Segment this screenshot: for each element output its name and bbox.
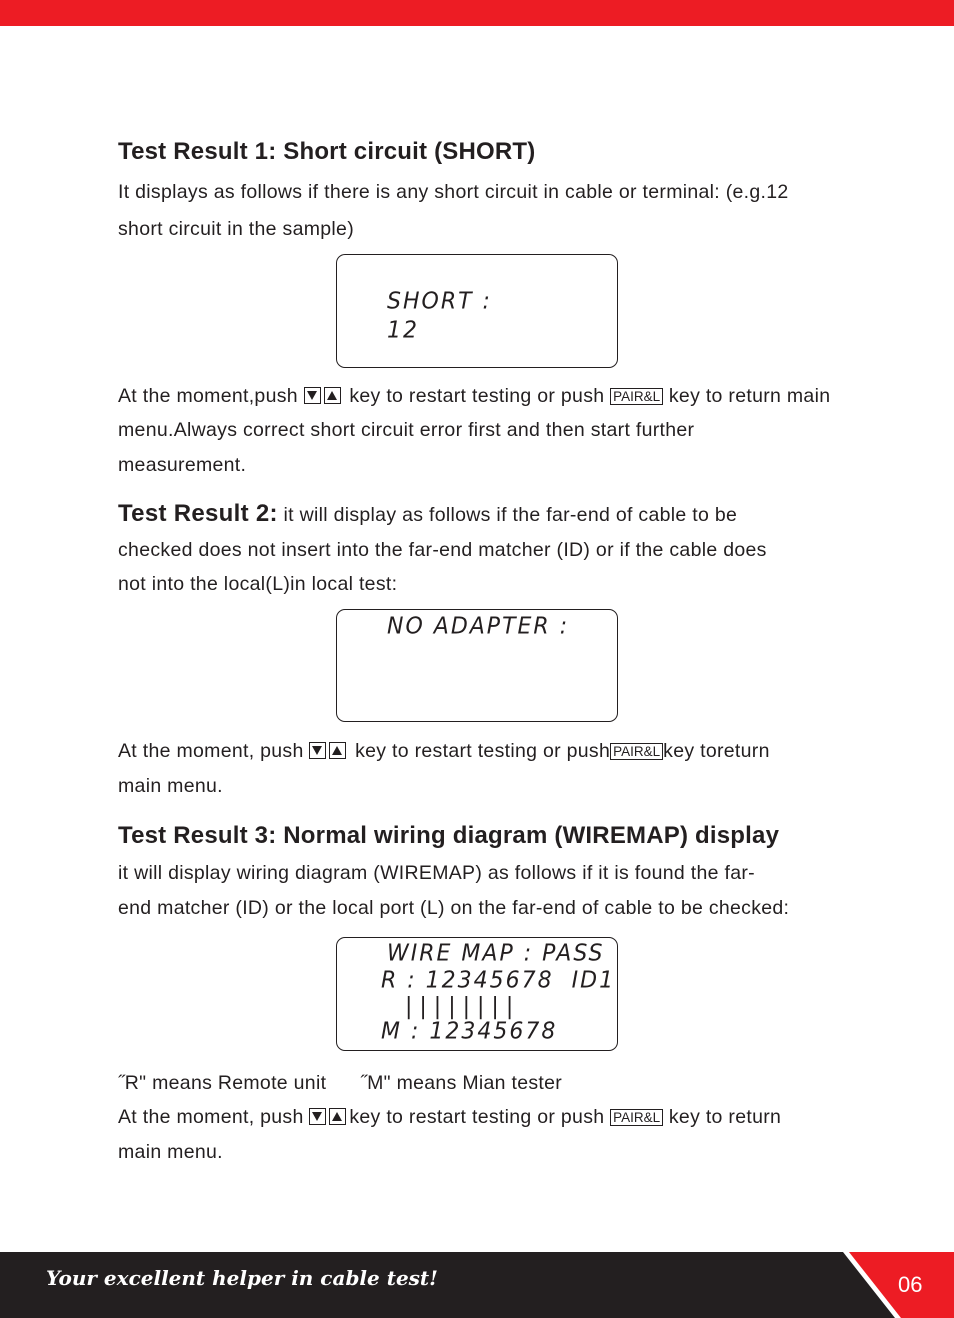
section1-note-line2: menu.Always correct short circuit error first and then start further [118, 419, 695, 441]
lcd-line: M : 12345678 [381, 1018, 558, 1045]
note-text: key to restart testing or push [349, 385, 605, 407]
lcd-display-short [336, 254, 618, 368]
section3-intro-line2: end matcher (ID) or the local port (L) on the far-end of cable to be checked: [118, 897, 790, 919]
note-text: key to return [668, 1106, 782, 1128]
down-arrow-key-icon [309, 1108, 326, 1125]
note-text: key to return main [668, 385, 831, 407]
section2-intro-line3: not into the local(L)in local test: [118, 573, 398, 595]
section2-note-line1 [118, 734, 770, 769]
page-number: 06 [898, 1272, 923, 1297]
note-text: At the moment, push [118, 740, 304, 762]
section1-note-line1 [118, 379, 830, 414]
section1-title: Test Result 1: Short circuit (SHORT) [118, 138, 536, 165]
section1-note-line3: measurement. [118, 454, 247, 476]
lcd-line: NO ADAPTER : [387, 613, 570, 640]
note-text: At the moment,push [118, 385, 298, 407]
lcd-display-no-adapter [336, 609, 618, 722]
section3-legend [118, 1066, 562, 1101]
section2-note-line2: main menu. [118, 775, 223, 797]
lcd-line: | | | | | | | | [405, 993, 514, 1020]
section3-intro-line1: it will display wiring diagram (WIREMAP) as follows if it is found the far- [118, 862, 755, 884]
top-accent-bar [0, 0, 954, 26]
up-arrow-key-icon [329, 1108, 346, 1125]
pair-key-icon: PAIR&L [610, 743, 663, 760]
note-text: At the moment, push [118, 1106, 304, 1128]
note-text: key to restart testing or push [355, 740, 611, 762]
legend-main: ˝M" means Mian tester [360, 1072, 563, 1094]
section3-note-line2: main menu. [118, 1141, 223, 1163]
section3-note-line1 [118, 1100, 781, 1135]
footer-slogan: Your excellent helper in cable test! [46, 1266, 438, 1290]
up-arrow-key-icon [324, 387, 341, 404]
section2-heading-line [118, 496, 737, 533]
section3-title: Test Result 3: Normal wiring diagram (WIREMAP) display [118, 822, 780, 849]
page-footer [0, 1252, 954, 1318]
lcd-line: 12 [387, 317, 419, 344]
lcd-line: WIRE MAP : PASS [387, 940, 605, 967]
down-arrow-key-icon [309, 742, 326, 759]
pair-key-icon: PAIR&L [610, 1109, 663, 1126]
lcd-display-wiremap [336, 937, 618, 1051]
note-text: key to restart testing or push [349, 1106, 605, 1128]
down-arrow-key-icon [304, 387, 321, 404]
section2-intro-line1: it will display as follows if the far-end of cable to be [277, 504, 738, 526]
section2-intro-line2: checked does not insert into the far-end matcher (ID) or if the cable does [118, 539, 767, 561]
lcd-line: SHORT : [387, 288, 492, 315]
up-arrow-key-icon [329, 742, 346, 759]
section1-intro-line1: It displays as follows if there is any short circuit in cable or terminal: (e.g.12 [118, 181, 789, 203]
section1-intro-line2: short circuit in the sample) [118, 218, 354, 240]
lcd-line: R : 12345678 ID1 [381, 967, 616, 994]
section2-title: Test Result 2: [118, 500, 278, 527]
note-text: key toreturn [663, 740, 770, 762]
legend-remote: ˝R" means Remote unit [118, 1072, 327, 1094]
pair-key-icon: PAIR&L [610, 388, 663, 405]
